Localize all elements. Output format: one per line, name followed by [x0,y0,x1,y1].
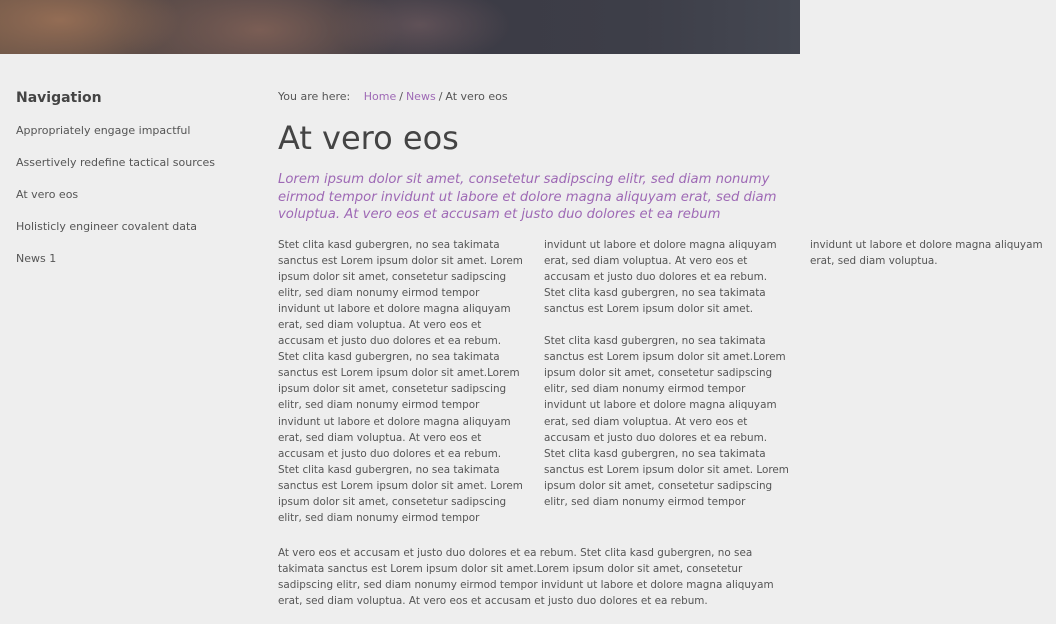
breadcrumb-news-link[interactable]: News [405,90,436,103]
nav-item-news-1[interactable]: News 1 [16,252,57,265]
nav-item-appropriately-engage[interactable]: Appropriately engage impactful [16,124,191,137]
header-banner-image [0,0,800,54]
sidebar-navigation [16,88,236,284]
nav-item-at-vero-eos[interactable]: At vero eos [16,188,79,201]
navigation-title: Navigation [16,90,102,106]
breadcrumb-separator: / [438,90,443,103]
nav-item-assertively-redefine[interactable]: Assertively redefine tactical sources [16,156,216,169]
article-closing-paragraph: At vero eos et accusam et justo duo dolores et ea rebum. Stet clita kasd gubergren, no sea takimata sanctus est Lorem ipsum dolor sit amet.Lorem ipsum dolor sit amet, consetetur sadipscing elitr, sed diam nonumy eirmod tempor invidunt ut labore et dolore magna aliquyam erat, sed diam voluptua. At vero eos et accusam et justo duo dolores et ea rebum. [278,546,774,607]
page-title: At vero eos [278,119,459,157]
breadcrumb [278,90,790,104]
article-body-columns [278,237,1043,527]
article-lead: Lorem ipsum dolor sit amet, consetetur sadipscing elitr, sed diam nonumy eirmod tempor invidunt ut labore et dolore magna aliquyam erat, sed diam voluptua. At vero eos et accusam et justo duo dolores et ea rebum [278,172,777,222]
main-content [278,90,1043,609]
breadcrumb-current: At vero eos [445,90,508,103]
article-paragraph: Stet clita kasd gubergren, no sea takimata sanctus est Lorem ipsum dolor sit amet.Lorem ipsum dolor sit amet, consetetur sadipscing elitr, sed diam nonumy eirmod tempor invidunt ut labore et dolore magna aliquyam erat, sed diam voluptua. At vero eos et accusam et justo duo dolores et ea rebum. Stet clita kasd gubergren, no sea takimata sanctus est Lorem ipsum dolor sit amet. Lorem ipsum dolor sit amet, consetetur sadipscing elitr, sed diam nonumy eirmod tempor invidunt ut labore et dolore magna aliquyam erat, sed diam voluptua. [544,238,1043,508]
nav-item-holisticly-engineer[interactable]: Holisticly engineer covalent data [16,220,198,233]
article-paragraph: Stet clita kasd gubergren, no sea takimata sanctus est Lorem ipsum dolor sit amet. Lorem ipsum dolor sit amet, consetetur sadipscing elitr, sed diam nonumy eirmod tempor invidunt ut labore et dolore magna aliquyam erat, sed diam voluptua. At vero eos et accusam et justo duo dolores et ea rebum. Stet clita kasd gubergren, no sea takimata sanctus est Lorem ipsum dolor sit amet.Lorem ipsum dolor sit amet, consetetur sadipscing elitr, sed diam nonumy eirmod tempor invidunt ut labore et dolore magna aliquyam erat, sed diam voluptua. At vero eos et accusam et justo duo dolores et ea rebum. Stet clita kasd gubergren, no sea takimata sanctus est Lorem ipsum dolor sit amet. Lorem ipsum dolor sit amet, consetetur sadipscing elitr, sed diam nonumy eirmod tempor invidunt ut labore et dolore magna aliquyam erat, sed diam voluptua. At vero eos et accusam et justo duo dolores et ea rebum. Stet clita kasd gubergren, no sea takimata sanctus est Lorem ipsum dolor sit amet. [278,238,777,525]
breadcrumb-label: You are here: [278,90,351,103]
breadcrumb-home-link[interactable]: Home [363,90,397,103]
breadcrumb-separator: / [399,90,403,103]
